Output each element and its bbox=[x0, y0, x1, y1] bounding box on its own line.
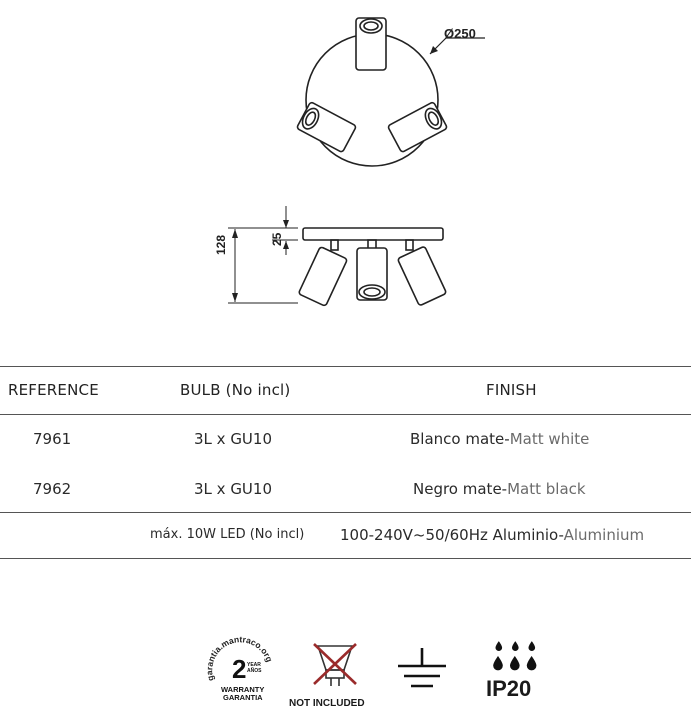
ground-symbol-icon bbox=[394, 646, 450, 692]
warranty-ring-text: garantia.mantraco.org bbox=[204, 636, 275, 683]
finish-sep: - bbox=[501, 480, 508, 498]
table-bottom-rule bbox=[0, 558, 691, 559]
header-reference: REFERENCE bbox=[8, 381, 99, 399]
height-label: 128 bbox=[214, 234, 228, 255]
not-included-label: NOT INCLUDED bbox=[289, 698, 365, 709]
footer-material-es: Aluminio bbox=[492, 526, 559, 544]
warranty-years-small-2: AÑOS bbox=[247, 668, 262, 674]
table-top-rule bbox=[0, 366, 691, 367]
warranty-badge-icon bbox=[204, 636, 278, 710]
row-7961-reference: 7961 bbox=[33, 430, 72, 448]
side-view-drawing bbox=[210, 200, 470, 312]
warranty-line2: GARANTIA bbox=[223, 693, 263, 702]
row-7962-reference: 7962 bbox=[33, 480, 72, 498]
row-7961-finish bbox=[410, 430, 589, 448]
footer-led: máx. 10W LED (No incl) bbox=[150, 527, 305, 542]
water-drops-icon bbox=[490, 640, 540, 676]
bulb-not-included-icon bbox=[306, 640, 364, 692]
finish-en: Matt black bbox=[507, 480, 586, 498]
footer-voltage: 100-240V~50/60Hz bbox=[340, 526, 488, 544]
row-7962-bulb: 3L x GU10 bbox=[194, 480, 273, 498]
finish-es: Blanco mate bbox=[410, 430, 505, 448]
diameter-label: Ø250 bbox=[444, 26, 476, 41]
finish-sep: - bbox=[504, 430, 510, 448]
footer-voltage-material bbox=[340, 526, 644, 544]
row-7961-bulb: 3L x GU10 bbox=[194, 430, 273, 448]
warranty-years: 2 bbox=[232, 654, 247, 684]
footer-material-sep: - bbox=[558, 526, 564, 544]
warranty-line1: WARRANTY bbox=[221, 685, 265, 694]
ip-rating-label: IP20 bbox=[486, 676, 532, 701]
row-7962-finish bbox=[413, 480, 586, 498]
finish-en: Matt white bbox=[509, 430, 590, 448]
table-rows-rule bbox=[0, 512, 691, 513]
offset-label: 25 bbox=[270, 232, 284, 246]
header-bulb: BULB (No incl) bbox=[180, 381, 291, 399]
table-header-rule bbox=[0, 414, 691, 415]
header-finish: FINISH bbox=[486, 381, 537, 399]
warranty-years-small-1: YEAR bbox=[247, 662, 261, 668]
footer-material-en: Aluminium bbox=[563, 526, 645, 544]
finish-es: Negro mate bbox=[413, 480, 502, 498]
